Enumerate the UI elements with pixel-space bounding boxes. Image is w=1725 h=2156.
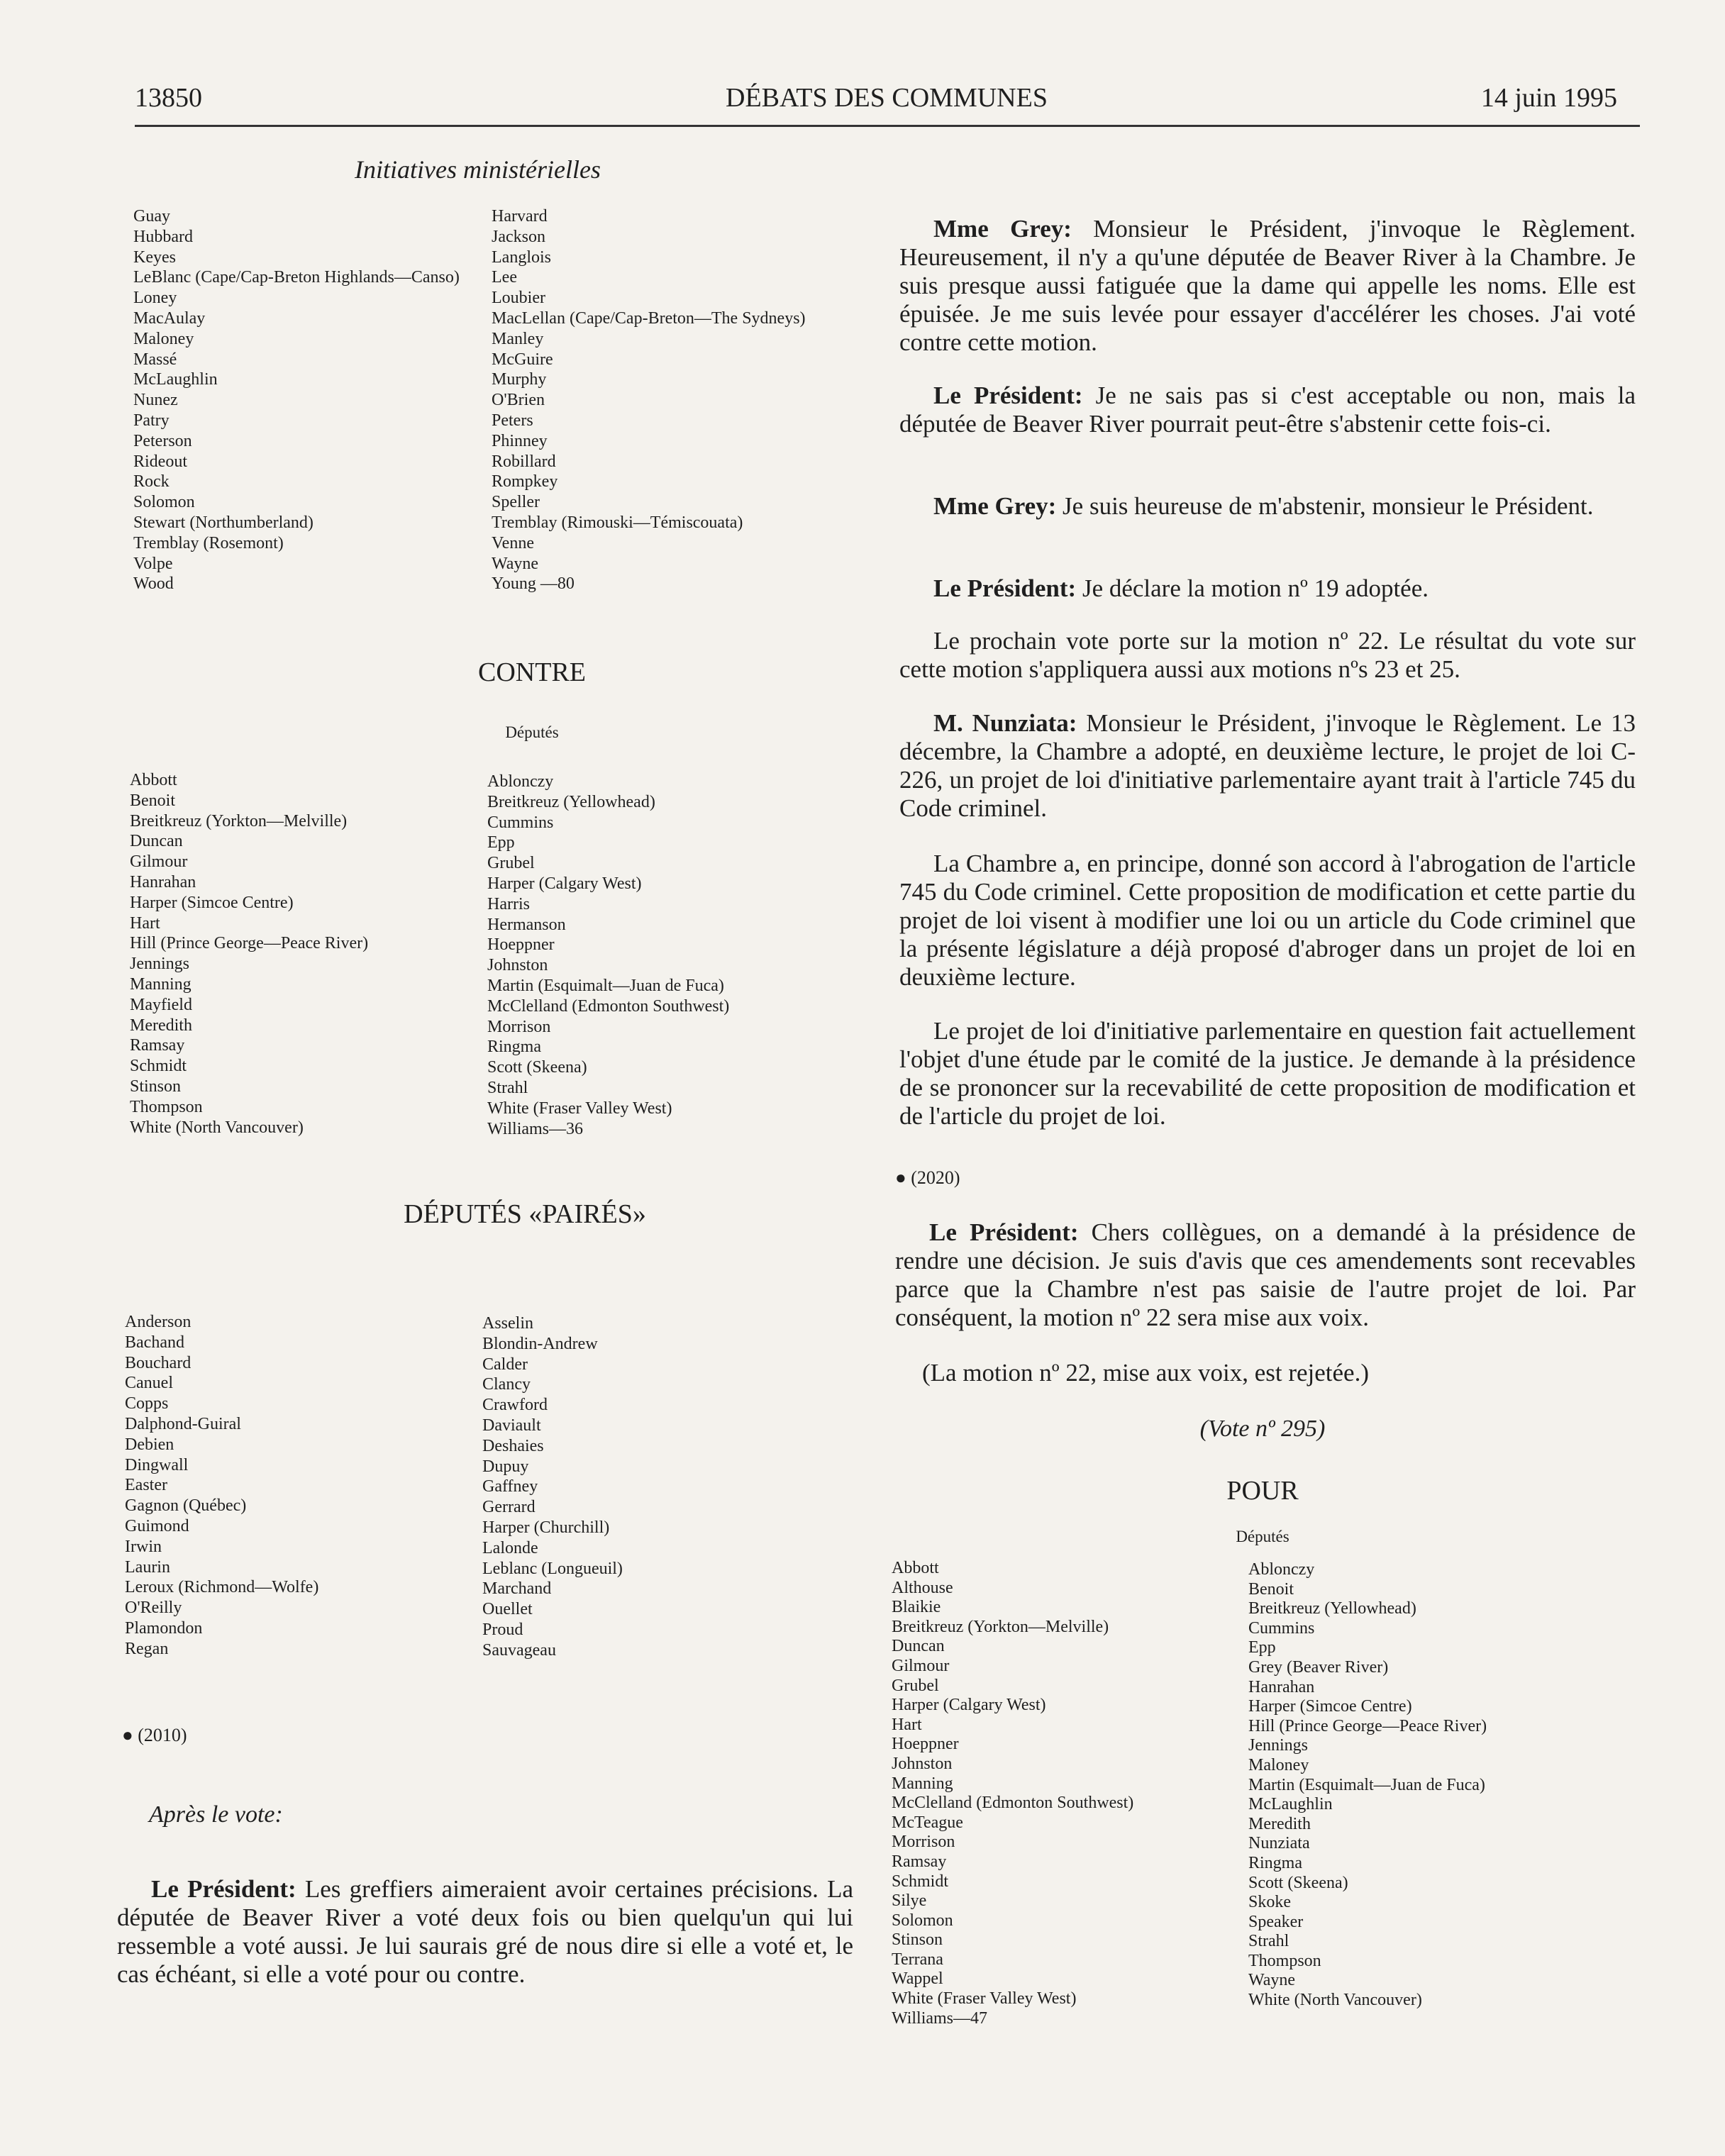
member-name: Skoke: [1248, 1893, 1291, 1912]
member-name: Scott (Skeena): [1248, 1873, 1348, 1892]
member-name: McGuire: [492, 350, 553, 369]
member-name: Gagnon (Québec): [125, 1496, 247, 1516]
member-name: Ramsay: [892, 1852, 947, 1871]
member-name: Wood: [133, 574, 174, 594]
member-name: White (North Vancouver): [130, 1118, 304, 1137]
member-name: Breitkreuz (Yellowhead): [1248, 1599, 1416, 1618]
member-name: Epp: [1248, 1638, 1276, 1657]
member-name: Asselin: [482, 1314, 533, 1333]
member-name: Manning: [892, 1774, 953, 1793]
member-name: Benoit: [130, 791, 175, 810]
member-name: Copps: [125, 1394, 169, 1413]
paragraph-grey-2: Mme Grey: Je suis heureuse de m'abstenir, monsieur le Président.: [933, 492, 1594, 520]
member-name: Deshaies: [482, 1436, 544, 1455]
member-name: Cummins: [487, 813, 554, 832]
member-name: Manning: [130, 974, 192, 994]
page-date: 14 juin 1995: [1480, 83, 1617, 113]
member-name: Dingwall: [125, 1455, 189, 1474]
member-name: White (North Vancouver): [1248, 1991, 1422, 2010]
member-name: Leblanc (Longueuil): [482, 1559, 623, 1578]
member-name: Anderson: [125, 1313, 192, 1331]
member-name: Benoit: [1248, 1579, 1294, 1599]
member-name: Meredith: [130, 1016, 192, 1035]
member-name: Scott (Skeena): [487, 1058, 587, 1077]
member-name: Duncan: [130, 832, 183, 851]
member-name: Hanrahan: [130, 872, 196, 891]
header-rule: [135, 125, 1640, 127]
member-name: Robillard: [492, 452, 556, 471]
vote-list-pour-col1: [133, 206, 460, 594]
member-name: O'Reilly: [125, 1599, 182, 1618]
member-name: Solomon: [133, 493, 195, 512]
paragraph-president-1: Le Président: Je ne sais pas si c'est acceptable ou non, mais la députée de Beaver River pourrait peut-être s'abstenir cette fois-ci.: [899, 382, 1636, 438]
time-marker-2010: ● (2010): [122, 1725, 187, 1745]
member-name: Proud: [482, 1620, 523, 1639]
member-name: Nunziata: [1248, 1834, 1310, 1853]
member-name: Martin (Esquimalt—Juan de Fuca): [487, 976, 724, 995]
member-name: Blondin-Andrew: [482, 1334, 598, 1353]
member-name: Hart: [892, 1715, 922, 1734]
paragraph-chambre: La Chambre a, en principe, donné son accord à l'abrogation de l'article 745 du Code criminel. Cette proposition de modification et cette partie du projet de loi visent à modifier une loi ou un article du Code criminel que la présente législature a déjà proposé d'abroger dans un projet de loi en deuxième lecture.: [899, 850, 1636, 991]
member-name: Maloney: [1248, 1755, 1309, 1774]
member-name: Breitkreuz (Yorkton—Melville): [130, 811, 348, 830]
member-name: Harper (Simcoe Centre): [130, 893, 294, 912]
member-name: Duncan: [892, 1637, 945, 1656]
member-name: Silye: [892, 1891, 927, 1911]
member-name: Sauvageau: [482, 1640, 556, 1660]
member-name: Ouellet: [482, 1600, 533, 1619]
member-name: Harvard: [492, 207, 548, 226]
member-name: Lee: [492, 268, 517, 287]
member-name: Marchand: [482, 1579, 552, 1599]
member-name: Bouchard: [125, 1353, 192, 1372]
member-name: Rock: [133, 472, 170, 491]
member-name: Schmidt: [130, 1057, 187, 1076]
member-name: Ablonczy: [1248, 1560, 1315, 1579]
paragraph-president-3: Le Président: Chers collègues, on a demandé à la présidence de rendre une décision. Je suis d'avis que ces amendements sont recevables parce que la Chambre n'est pas saisie de l'autre projet de loi. Par conséquent, la motion nº 22 sera mise aux voix.: [895, 1218, 1636, 1331]
member-name: Harper (Simcoe Centre): [1248, 1697, 1412, 1716]
member-name: Strahl: [487, 1078, 528, 1097]
member-name: Jackson: [492, 227, 545, 246]
member-name: Rideout: [133, 452, 187, 471]
member-name: Speaker: [1248, 1912, 1304, 1931]
member-name: Solomon: [892, 1911, 953, 1930]
member-name: Thompson: [130, 1097, 203, 1116]
vote-list-contre-col1: [130, 770, 368, 1138]
member-name: Bachand: [125, 1333, 184, 1352]
member-name: Harper (Calgary West): [487, 874, 642, 893]
member-name: Ramsay: [130, 1036, 185, 1055]
member-name: Strahl: [1248, 1932, 1289, 1951]
member-name: Martin (Esquimalt—Juan de Fuca): [1248, 1775, 1485, 1794]
member-name: McClelland (Edmonton Southwest): [892, 1794, 1134, 1813]
member-name: Guay: [133, 207, 170, 226]
member-name: McClelland (Edmonton Southwest): [487, 996, 730, 1016]
member-name: Lalonde: [482, 1538, 538, 1557]
member-name: Morrison: [892, 1833, 955, 1852]
member-name: Young —80: [492, 574, 575, 594]
member-name: Morrison: [487, 1017, 551, 1036]
member-name: Wayne: [492, 554, 539, 573]
vote-list-pour2-col1: [892, 1559, 1133, 2028]
member-name: Mayfield: [130, 995, 192, 1014]
apres-vote-label: Après le vote:: [149, 1801, 283, 1828]
member-name: Hill (Prince George—Peace River): [1248, 1716, 1487, 1735]
member-name: Abbott: [130, 771, 177, 789]
member-name: Hoeppner: [487, 935, 555, 955]
member-name: Grubel: [892, 1676, 939, 1695]
paragraph-nunziata: M. Nunziata: Monsieur le Président, j'invoque le Règlement. Le 13 décembre, la Chambre a adopté, en deuxième lecture, le projet de loi C-226, un projet de loi d'initiative parlementaire ayant trait à l'article 745 du Code criminel.: [899, 709, 1636, 822]
member-name: Leroux (Richmond—Wolfe): [125, 1578, 319, 1597]
section-heading-initiatives: Initiatives ministérielles: [355, 155, 601, 184]
vote-list-contre-col2: [487, 772, 729, 1139]
member-name: Jennings: [1248, 1736, 1308, 1755]
paragraph-president-greffiers: Le Président: Les greffiers aimeraient avoir certaines précisions. La députée de Beaver River a voté deux fois ou bien quelqu'un qui lui ressemble a voté aussi. Je lui saurais gré de nous dire si elle a voté et, le cas échéant, si elle a voté pour ou contre.: [117, 1875, 854, 1988]
pour-subheading: Députés: [1236, 1528, 1289, 1545]
member-name: Gilmour: [892, 1656, 950, 1675]
page-number: 13850: [135, 83, 202, 113]
member-name: Murphy: [492, 370, 547, 389]
member-name: MacLellan (Cape/Cap-Breton—The Sydneys): [492, 309, 806, 328]
paragraph-president-2: Le Président: Je déclare la motion nº 19 adoptée.: [933, 574, 1429, 602]
member-name: Hill (Prince George—Peace River): [130, 934, 369, 953]
member-name: White (Fraser Valley West): [892, 1989, 1077, 2008]
paragraph-projet-loi: Le projet de loi d'initiative parlementaire en question fait actuellement l'objet d'une étude par le comité de la justice. Je demande à la présidence de se prononcer sur la recevabilité de cette proposition de modification et de l'article du projet de loi.: [899, 1017, 1636, 1130]
member-name: Abbott: [892, 1559, 939, 1577]
member-name: Peters: [492, 411, 533, 430]
member-name: Grubel: [487, 854, 535, 873]
member-name: Harris: [487, 894, 530, 913]
member-name: McTeague: [892, 1813, 963, 1832]
member-name: Grey (Beaver River): [1248, 1657, 1389, 1677]
member-name: Gilmour: [130, 852, 188, 872]
member-name: Crawford: [482, 1396, 548, 1415]
member-name: Debien: [125, 1435, 174, 1454]
paragraph-motion-rejetee: (La motion nº 22, mise aux voix, est rejetée.): [922, 1359, 1369, 1387]
member-name: Jennings: [130, 955, 189, 974]
member-name: Dupuy: [482, 1457, 529, 1476]
vote-list-pour2-col2: [1248, 1560, 1487, 2011]
member-name: Breitkreuz (Yellowhead): [487, 792, 655, 811]
member-name: Blaikie: [892, 1598, 941, 1617]
member-name: Harper (Calgary West): [892, 1696, 1046, 1715]
member-name: Hart: [130, 913, 160, 933]
member-name: Dalphond-Guiral: [125, 1414, 241, 1433]
member-name: Wappel: [892, 1969, 943, 1989]
member-name: LeBlanc (Cape/Cap-Breton Highlands—Canso): [133, 268, 460, 287]
member-name: McLaughlin: [1248, 1795, 1333, 1814]
member-name: Gaffney: [482, 1477, 538, 1496]
member-name: Hubbard: [133, 227, 193, 246]
member-name: Wayne: [1248, 1971, 1296, 1990]
member-name: Hoeppner: [892, 1735, 959, 1754]
pour-heading: POUR: [1226, 1476, 1299, 1506]
member-name: Stinson: [130, 1077, 182, 1096]
member-name: Laurin: [125, 1557, 170, 1577]
member-name: Cummins: [1248, 1618, 1315, 1638]
member-name: Gerrard: [482, 1498, 536, 1517]
paires-heading: DÉPUTÉS «PAIRÉS»: [404, 1199, 646, 1229]
vote-number-label: (Vote nº 295): [1199, 1416, 1326, 1442]
member-name: Breitkreuz (Yorkton—Melville): [892, 1617, 1109, 1636]
member-name: Hermanson: [487, 915, 566, 934]
member-name: Terrana: [892, 1950, 943, 1969]
member-name: Regan: [125, 1639, 169, 1658]
member-name: Massé: [133, 350, 177, 369]
member-name: Harper (Churchill): [482, 1518, 610, 1537]
contre-subheading: Députés: [505, 723, 559, 741]
member-name: Canuel: [125, 1374, 173, 1393]
member-name: Stewart (Northumberland): [133, 513, 314, 532]
contre-heading: CONTRE: [478, 657, 586, 687]
member-name: Langlois: [492, 248, 551, 267]
member-name: Johnston: [487, 956, 548, 975]
member-name: Loubier: [492, 289, 545, 308]
member-name: Hanrahan: [1248, 1677, 1315, 1696]
member-name: Clancy: [482, 1375, 531, 1394]
paragraph-prochain-vote: Le prochain vote porte sur la motion nº 22. Le résultat du vote sur cette motion s'appliquera aussi aux motions nºs 23 et 25.: [899, 627, 1636, 683]
member-name: Easter: [125, 1476, 167, 1495]
member-name: Meredith: [1248, 1814, 1311, 1833]
member-name: Peterson: [133, 431, 192, 450]
member-name: Stinson: [892, 1930, 943, 1950]
member-name: Daviault: [482, 1416, 541, 1435]
member-name: Loney: [133, 289, 177, 308]
member-name: Epp: [487, 833, 515, 852]
member-name: Rompkey: [492, 472, 558, 491]
member-name: Irwin: [125, 1537, 162, 1556]
member-name: Keyes: [133, 248, 176, 267]
paragraph-grey-1: Mme Grey: Monsieur le Président, j'invoque le Règlement. Heureusement, il n'y a qu'une députée de Beaver River à la Chambre. Je suis presque aussi fatiguée que la dame qui appelle les noms. Elle est épuisée. Je me suis levée pour essayer d'accélérer les choses. J'ai voté contre cette motion.: [899, 215, 1636, 356]
member-name: Schmidt: [892, 1872, 949, 1891]
member-name: Ringma: [487, 1038, 541, 1057]
member-name: Guimond: [125, 1516, 189, 1535]
member-name: Nunez: [133, 391, 178, 410]
page-title: DÉBATS DES COMMUNES: [726, 83, 1048, 113]
member-name: McLaughlin: [133, 370, 218, 389]
member-name: MacAulay: [133, 309, 206, 328]
member-name: Ringma: [1248, 1853, 1302, 1872]
member-name: Tremblay (Rimouski—Témiscouata): [492, 513, 743, 532]
member-name: Williams—36: [487, 1119, 584, 1138]
vote-list-paires-col2: [482, 1313, 623, 1661]
member-name: Johnston: [892, 1754, 953, 1773]
vote-list-pour-col2: [492, 206, 806, 594]
member-name: Plamondon: [125, 1618, 203, 1638]
member-name: Tremblay (Rosemont): [133, 533, 284, 552]
member-name: Patry: [133, 411, 170, 430]
member-name: Venne: [492, 533, 534, 552]
member-name: O'Brien: [492, 391, 545, 410]
member-name: White (Fraser Valley West): [487, 1099, 672, 1118]
member-name: Manley: [492, 329, 544, 348]
member-name: Ablonczy: [487, 772, 554, 791]
member-name: Althouse: [892, 1578, 953, 1597]
member-name: Phinney: [492, 431, 548, 450]
member-name: Thompson: [1248, 1951, 1321, 1970]
member-name: Calder: [482, 1355, 528, 1374]
vote-list-paires-col1: [125, 1312, 318, 1660]
member-name: Volpe: [133, 554, 173, 573]
member-name: Speller: [492, 493, 540, 512]
member-name: Williams—47: [892, 2008, 988, 2028]
time-marker-2020: ● (2020): [895, 1167, 960, 1188]
member-name: Maloney: [133, 329, 194, 348]
